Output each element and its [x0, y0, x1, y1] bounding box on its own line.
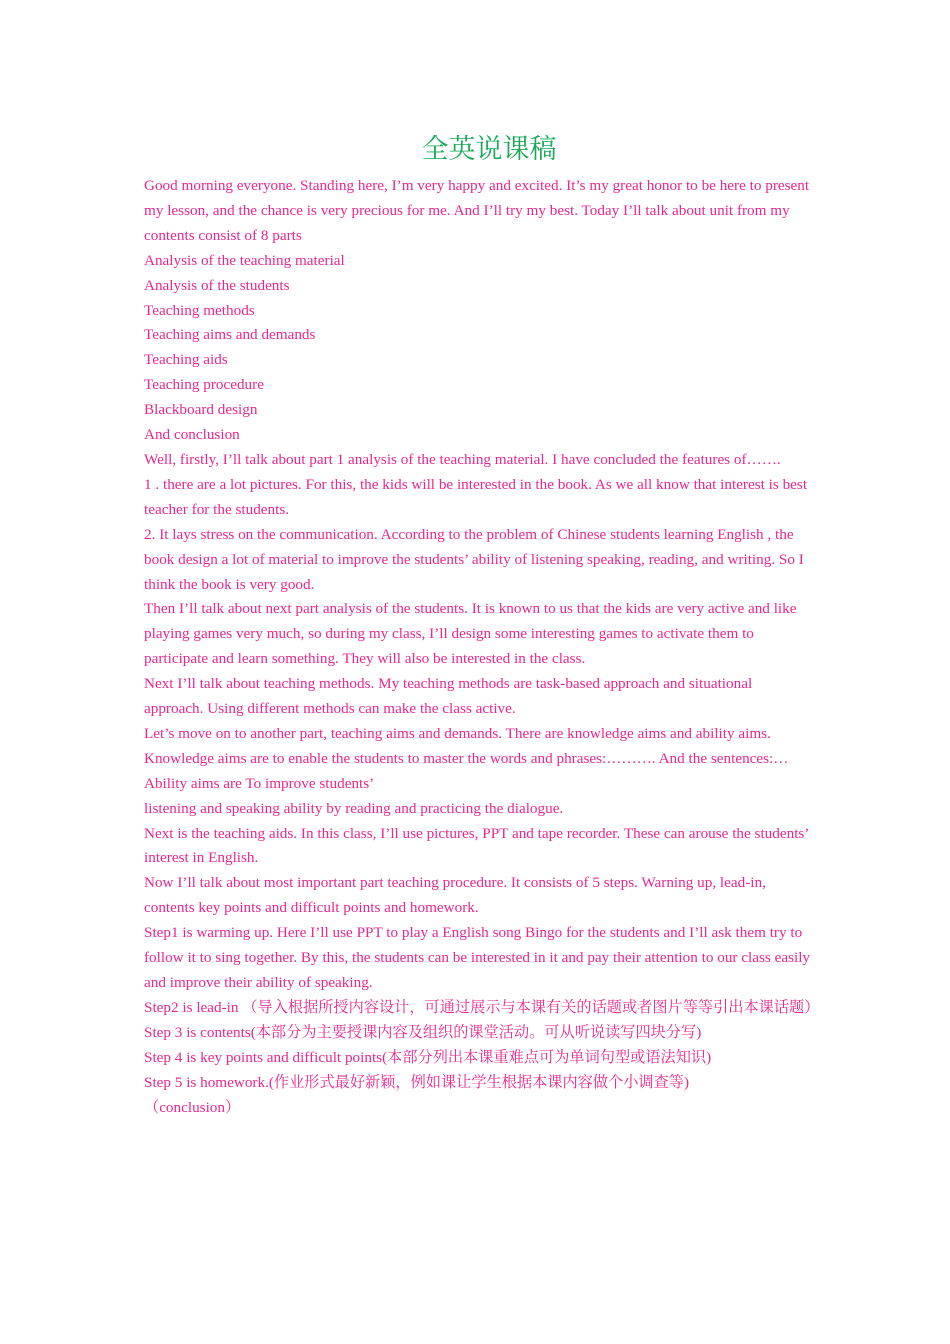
paragraph-step-5: Step 5 is homework.(作业形式最好新颖，例如课让学生根据本课内容做个小调查等) — [144, 1073, 690, 1091]
paragraph-teaching-aids: Next is the teaching aids. In this class, I’ll use pictures, PPT and tape recorder. These can arouse the students’ interest in English. — [144, 824, 809, 867]
paragraph-aims: Let’s move on to another part, teaching aims and demands. There are knowledge aims and ability aims. — [144, 724, 771, 742]
list-item-part-4: Teaching aims and demands — [144, 326, 316, 344]
paragraph-step-1: Step1 is warming up. Here I’ll use PPT to play a English song Bingo for the students and I’ll ask them try to follow it to sing together. By this, the students can be interested in it and pay their attention to our class easily and improve their ability of speaking. — [144, 924, 811, 991]
paragraph-intro: Good morning everyone. Standing here, I’m very happy and excited. It’s my great honor to be here to present my lesson, and the chance is very precious for me. And I’ll try my best. Today I’ll talk about unit from my contents consist of 8 parts — [144, 177, 810, 244]
paragraph-feature-2: 2. It lays stress on the communication. According to the problem of Chinese students learning English , the book design a lot of material to improve the students’ ability of listening speaking, reading, and writing. So I think the book is very good. — [144, 525, 804, 593]
paragraph-ability-aims: Ability aims are To improve students’ — [144, 774, 375, 792]
list-item-part-1: Analysis of the teaching material — [144, 251, 345, 269]
document-body — [144, 174, 820, 1120]
paragraph-procedure: Now I’ll talk about most important part teaching procedure. It consists of 5 steps. Warning up, lead-in, contents key points and difficult points and homework. — [144, 874, 766, 917]
document-title: 全英说课稿 — [421, 134, 557, 165]
paragraph-student-analysis: Then I’ll talk about next part analysis of the students. It is known to us that the kids are very active and like playing games very much, so during my class, I’ll design some interesting games to activate them to participate and learn something. They will also be interested in the class. — [144, 600, 797, 668]
list-item-part-3: Teaching methods — [144, 301, 255, 319]
paragraph-conclusion: （conclusion） — [144, 1098, 241, 1116]
paragraph-teaching-methods: Next I’ll talk about teaching methods. My teaching methods are task-based approach and situational approach. Using different methods can make the class active. — [144, 675, 753, 718]
paragraph-step-4: Step 4 is key points and difficult points(本部分列出本课重难点可为单词句型或语法知识) — [144, 1048, 712, 1066]
paragraph-step-3: Step 3 is contents(本部分为主要授课内容及组织的课堂活动。可从听说读写四块分写) — [144, 1023, 702, 1041]
paragraph-material-analysis: Well, firstly, I’ll talk about part 1 analysis of the teaching material. I have concluded the features of……. — [144, 450, 781, 468]
list-item-part-7: Blackboard design — [144, 401, 258, 419]
list-item-part-2: Analysis of the students — [144, 276, 290, 294]
paragraph-step-2: Step2 is lead-in （导入根据所授内容设计，可通过展示与本课有关的话题或者图片等等引出本课话题） — [144, 998, 820, 1016]
paragraph-ability-aims-cont: listening and speaking ability by reading and practicing the dialogue. — [144, 799, 564, 817]
list-item-part-5: Teaching aids — [144, 351, 228, 369]
paragraph-feature-1: 1 . there are a lot pictures. For this, the kids will be interested in the book. As we all know that interest is best teacher for the students. — [144, 475, 808, 518]
list-item-part-6: Teaching procedure — [144, 376, 264, 394]
list-item-part-8: And conclusion — [144, 426, 240, 444]
paragraph-knowledge-aims: Knowledge aims are to enable the students to master the words and phrases:………. And the sentences:… — [144, 749, 789, 767]
